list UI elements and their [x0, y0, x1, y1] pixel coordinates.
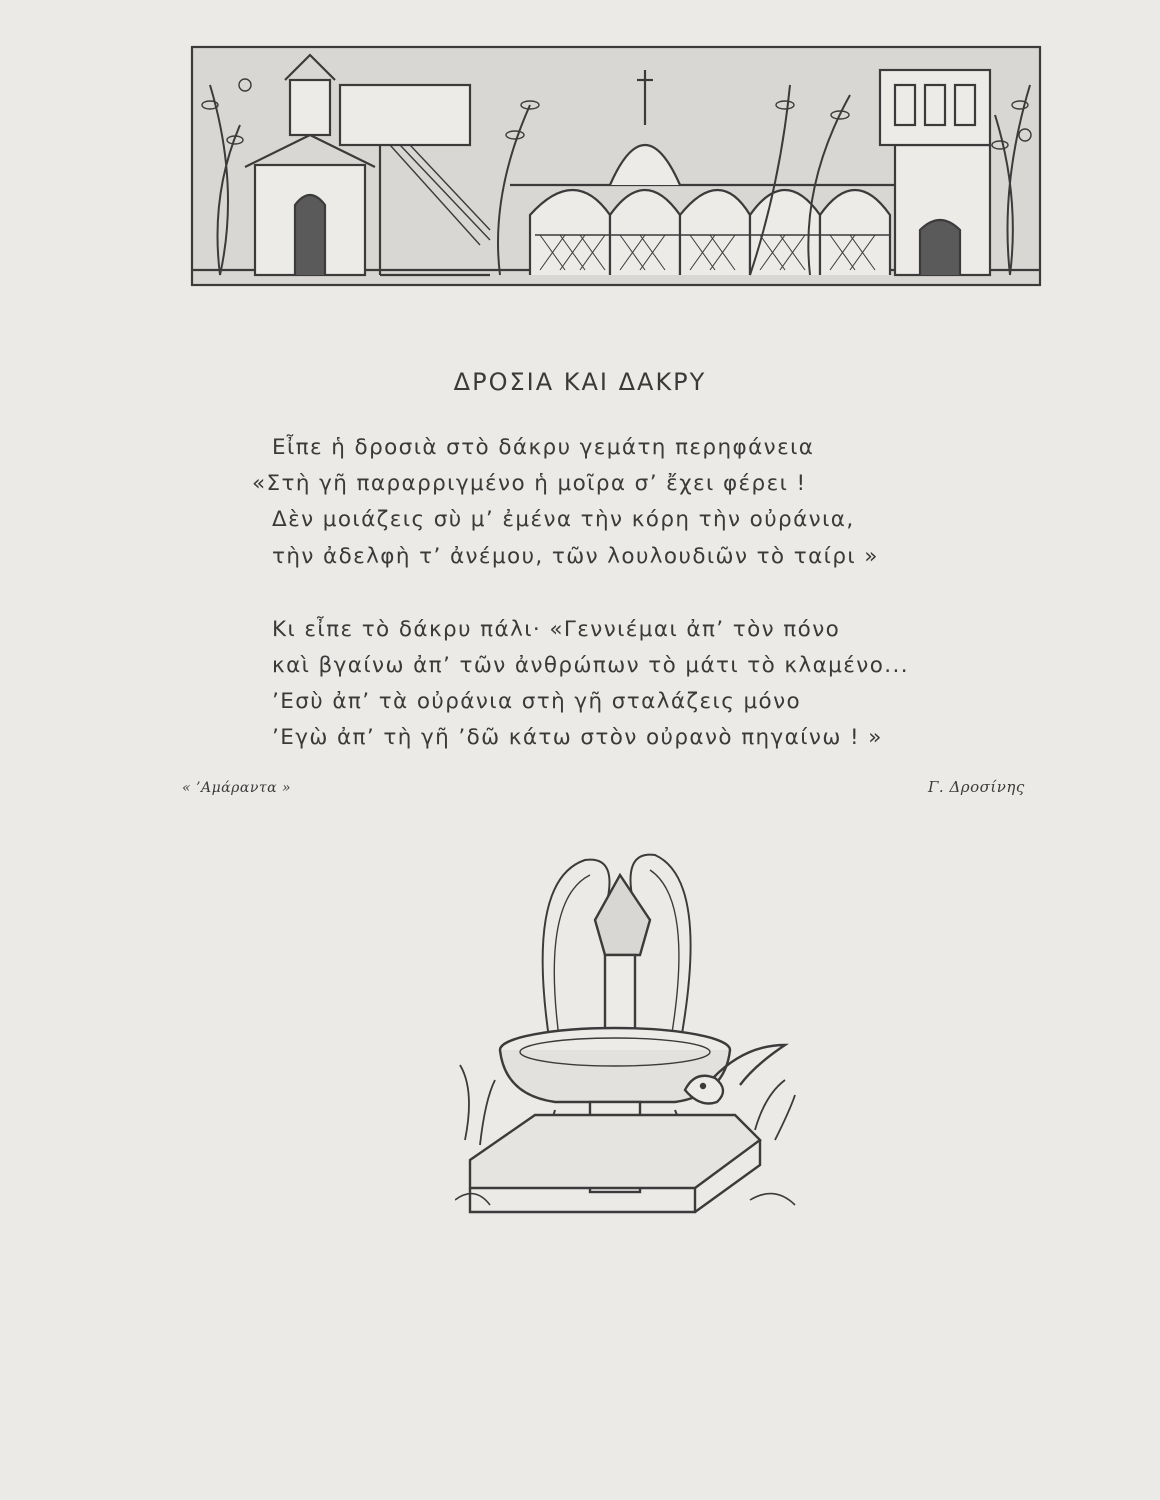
- fountain-bird-woodcut-icon: [455, 840, 800, 1215]
- verse-line: Κι εἶπε τὸ δάκρυ πάλι· «Γεννιέμαι ἀπ’ τὸν πόνο: [272, 617, 841, 642]
- verse-line: Εἶπε ἡ δροσιὰ στὸ δάκρυ γεμάτη περηφάνεια: [272, 435, 815, 460]
- garden-courtyard-woodcut-icon: [190, 45, 1042, 290]
- verse-line: ’Εγὼ ἀπ’ τὴ γῆ ’δῶ κάτω στὸν οὐρανὸ πηγαίνω ! »: [272, 725, 883, 750]
- author-name: Γ. Δροσίνης: [928, 778, 1025, 796]
- verse-line: τὴν ἀδελφὴ τ’ ἀνέμου, τῶν λουλουδιῶν τὸ ταίρι »: [272, 544, 879, 569]
- verse-line: «Στὴ γῆ παραρριγμένο ἡ μοῖρα σ’ ἔχει φέρει !: [252, 471, 807, 496]
- verse-line: καὶ βγαίνω ἀπ’ τῶν ἀνθρώπων τὸ μάτι τὸ κλαμένο...: [272, 653, 909, 678]
- verse-line: Δὲν μοιάζεις σὺ μ’ ἐμένα τὴν κόρη τὴν οὐράνια,: [272, 507, 855, 532]
- verse-line: ’Εσὺ ἀπ’ τὰ οὐράνια στὴ γῆ σταλάζεις μόνο: [272, 689, 802, 714]
- source-citation: « ’Αμάραντα »: [182, 780, 292, 796]
- poem-title: ΔΡΟΣΙΑ ΚΑΙ ΔΑΚΡΥ: [453, 368, 707, 396]
